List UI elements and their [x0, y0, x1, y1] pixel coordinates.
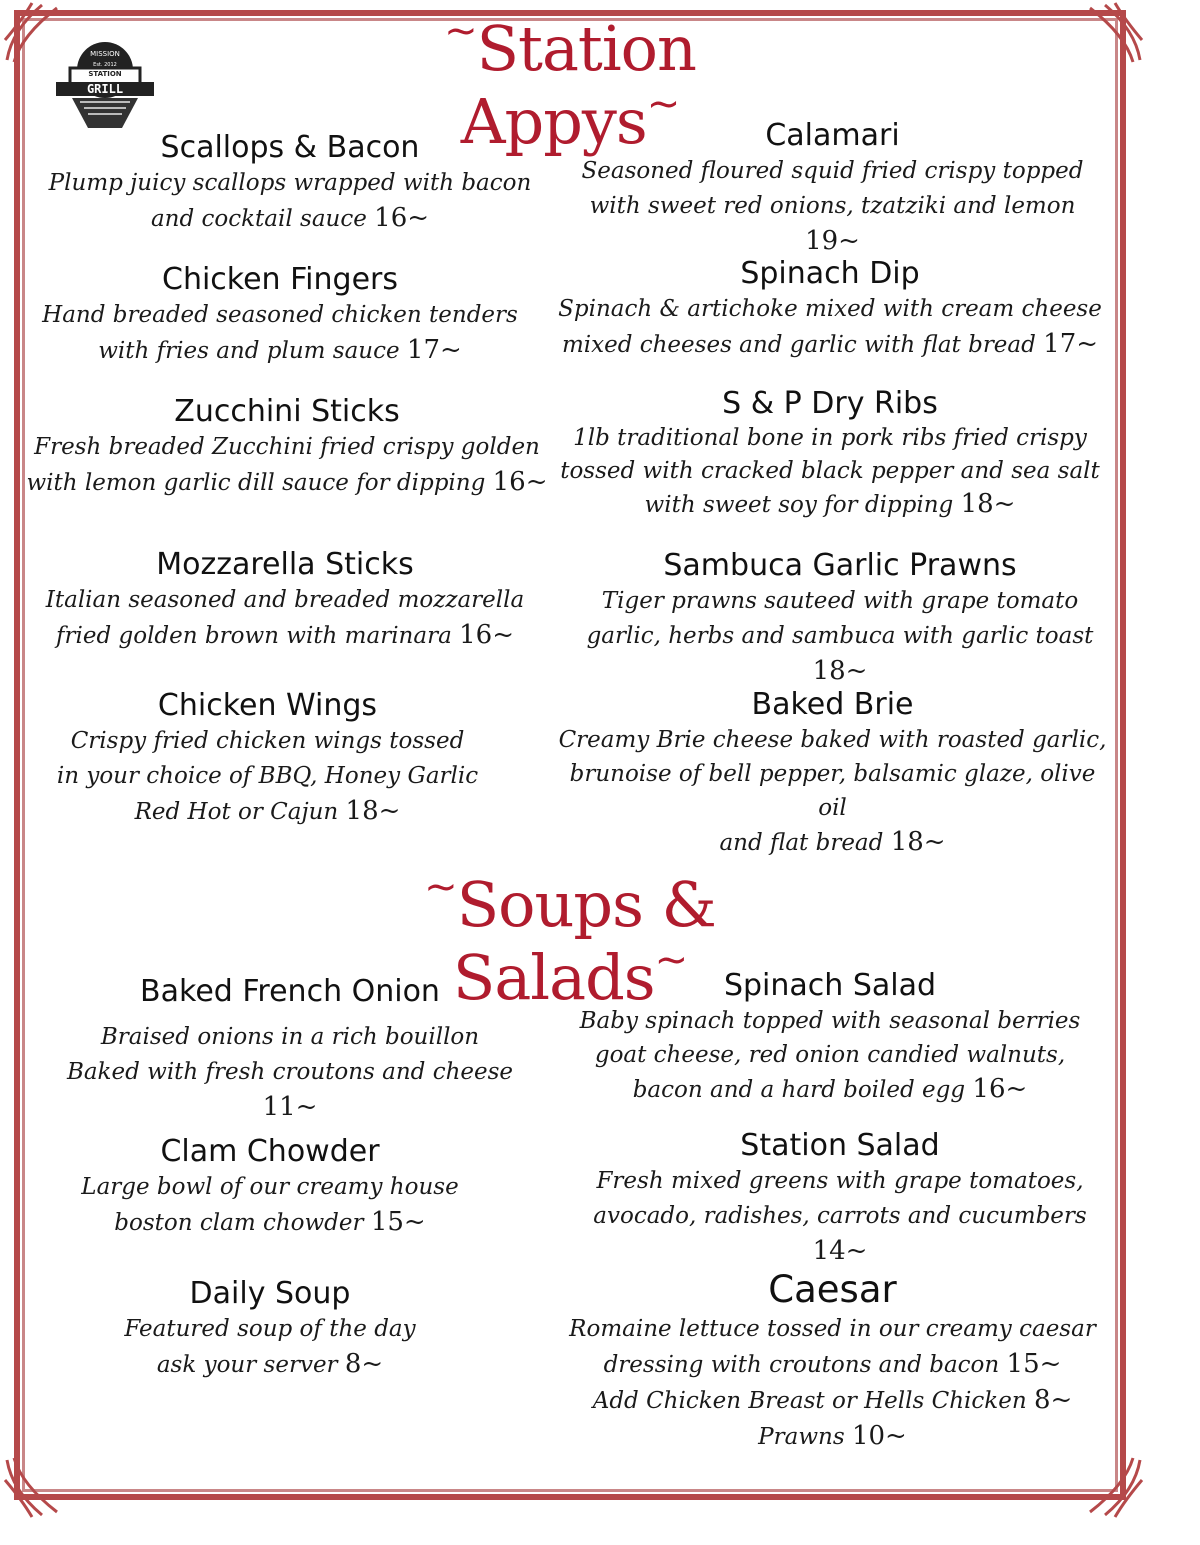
item-name: Chicken Wings	[157, 688, 378, 723]
item-price: 10~	[851, 1421, 907, 1451]
item-desc: Fresh breaded Zucchini fried crispy golden with lemon garlic dill sauce for dipping	[26, 434, 540, 496]
caesar-addon-prawns: Prawns	[758, 1424, 845, 1450]
item-price: 15~	[1006, 1349, 1062, 1379]
item-desc: Romaine lettuce tossed in our creamy caesar dressing with croutons and bacon	[569, 1316, 1096, 1378]
menu-item-dry-ribs	[555, 386, 1105, 522]
item-price: 8~	[344, 1349, 384, 1379]
menu-item-baked-brie	[555, 687, 1110, 860]
item-desc: Baby spinach topped with seasonal berries goat cheese, red onion candied walnuts, bacon and a hard boiled egg	[579, 1008, 1081, 1103]
item-price: 18~	[812, 656, 868, 686]
item-name: Scallops & Bacon	[160, 130, 420, 165]
train-logo-icon	[50, 28, 160, 138]
menu-item-zucchini	[22, 394, 552, 501]
item-name: Caesar	[768, 1268, 897, 1311]
item-price: 16~	[972, 1074, 1028, 1104]
item-price: 19~	[805, 226, 860, 256]
item-price: 8~	[1033, 1385, 1073, 1415]
item-name: Zucchini Sticks	[174, 394, 400, 429]
item-name: Daily Soup	[189, 1276, 351, 1311]
item-desc: Braised onions in a rich bouillon Baked with fresh croutons and cheese	[66, 1024, 514, 1085]
logo-top-text: MISSION	[90, 50, 120, 58]
menu-item-caesar	[565, 1268, 1100, 1455]
item-name: Station Salad	[740, 1128, 940, 1163]
corner-flourish-icon	[1075, 1450, 1145, 1520]
item-price: 11~	[262, 1092, 318, 1122]
item-desc: Hand breaded seasoned chicken tenders with fries and plum sauce	[42, 302, 518, 364]
item-name: Sambuca Garlic Prawns	[663, 548, 1017, 583]
item-price: 14~	[812, 1236, 868, 1266]
item-price: 17~	[406, 335, 462, 365]
item-desc: Spinach & artichoke mixed with cream cheese mixed cheeses and garlic with flat bread	[558, 296, 1102, 358]
item-name: Baked Brie	[751, 687, 914, 722]
menu-item-spinach-dip	[555, 256, 1105, 363]
item-price: 18~	[345, 796, 401, 826]
item-name: Spinach Salad	[723, 968, 937, 1003]
item-price: 16~	[459, 620, 514, 650]
item-desc: 1lb traditional bone in pork ribs fried crispy tossed with cracked black pepper and sea salt with sweet soy for dipping	[560, 425, 1100, 518]
logo-main-text: GRILL	[86, 82, 124, 96]
menu-item-clam-chowder	[20, 1134, 520, 1241]
caesar-addon-chicken: Add Chicken Breast or Hells Chicken	[592, 1388, 1027, 1414]
logo-est-text: Est. 2012	[93, 62, 117, 68]
item-desc: Fresh mixed greens with grape tomatoes, avocado, radishes, carrots and cucumbers	[593, 1168, 1087, 1229]
item-name: S & P Dry Ribs	[722, 386, 938, 421]
item-desc: Creamy Brie cheese baked with roasted garlic, brunoise of bell pepper, balsamic glaze, olive oil and flat bread	[558, 727, 1107, 856]
item-name: Mozzarella Sticks	[156, 547, 414, 582]
item-price: 15~	[370, 1207, 426, 1237]
item-desc: Tiger prawns sauteed with grape tomato garlic, herbs and sambuca with garlic toast	[586, 588, 1094, 649]
item-price: 17~	[1043, 329, 1099, 359]
item-desc: Seasoned floured squid fried crispy topped with sweet red onions, tzatziki and lemon	[581, 158, 1084, 219]
item-desc: Crispy fried chicken wings tossed in your choice of BBQ, Honey Garlic Red Hot or Cajun	[56, 728, 479, 825]
item-price: 16~	[492, 467, 548, 497]
section-title-soups: ~Soups & Salads~	[424, 864, 716, 1014]
item-desc: Plump juicy scallops wrapped with bacon and cocktail sauce	[48, 170, 532, 232]
menu-item-scallops	[30, 130, 550, 237]
menu-item-sambuca-prawns	[560, 548, 1120, 690]
menu-item-calamari	[560, 118, 1105, 260]
menu-item-chicken-fingers	[20, 262, 540, 369]
menu-item-wings	[25, 688, 510, 830]
menu-item-spinach-salad	[565, 968, 1095, 1107]
item-price: 16~	[374, 203, 430, 233]
item-name: Chicken Fingers	[162, 262, 398, 297]
item-price: 18~	[960, 489, 1016, 519]
item-name: Clam Chowder	[160, 1134, 380, 1169]
section-title-appys: ~Station Appys~	[444, 8, 696, 158]
item-price: 18~	[890, 827, 946, 857]
menu-item-daily-soup	[20, 1276, 520, 1383]
item-name: Spinach Dip	[740, 256, 920, 291]
menu-item-mozzarella	[25, 547, 545, 654]
item-desc: Featured soup of the day ask your server	[124, 1316, 416, 1378]
item-name: Baked French Onion	[140, 974, 440, 1009]
menu-item-french-onion	[40, 974, 540, 1126]
logo-mid-text: STATION	[88, 70, 122, 78]
item-name: Calamari	[765, 118, 900, 153]
corner-flourish-icon	[1075, 0, 1145, 70]
item-desc: Italian seasoned and breaded mozzarella fried golden brown with marinara	[45, 587, 525, 649]
item-desc: Large bowl of our creamy house boston clam chowder	[81, 1174, 459, 1236]
corner-flourish-icon	[2, 1450, 72, 1520]
menu-item-station-salad	[565, 1128, 1115, 1270]
